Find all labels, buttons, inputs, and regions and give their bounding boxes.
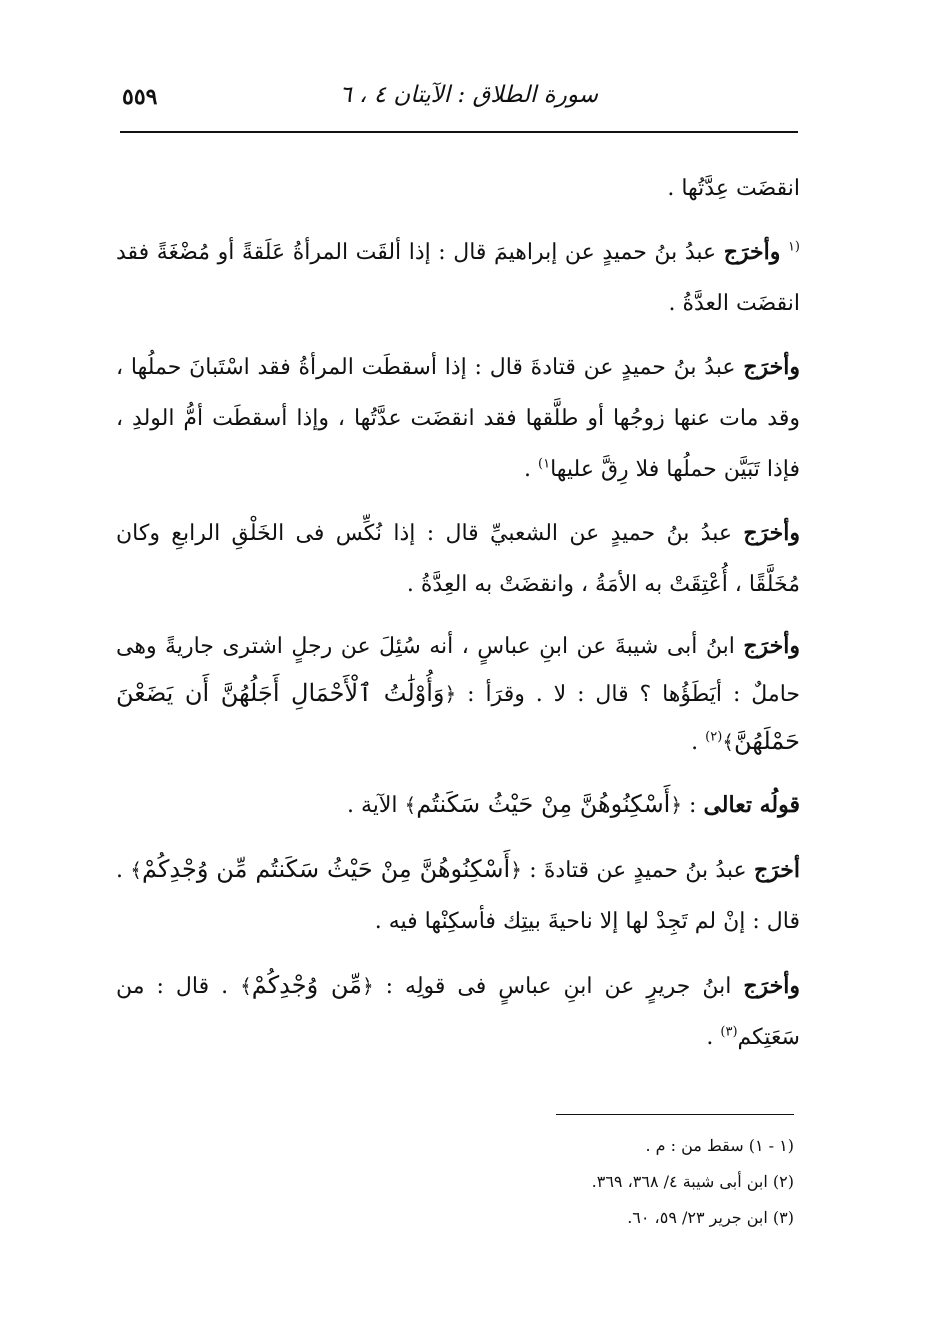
lead-word: وأخرَج [743,633,800,659]
lead-word: وأخرَج [743,520,800,546]
paragraph-2 [116,227,800,329]
footnote-marker: (٣) [720,1024,738,1040]
paragraph-end: . [691,730,706,755]
footnote-marker: (٢) [705,729,723,745]
paragraph-text: انقضَت عِدَّتُها . [667,176,800,201]
header-rule [120,131,798,133]
paragraph-end: . [524,457,539,482]
quran-verse: مِّن وُجْدِكُمْ [251,971,362,999]
lead-word: وأخرَج [723,239,781,265]
ornate-bracket-close: ﴾ [130,858,142,882]
paragraph-text: ابنُ جريرٍ عن ابنِ عباسٍ فى قولِه : [373,974,744,999]
paragraph-3 [116,342,800,495]
ornate-bracket-close: ﴾ [240,974,252,998]
paragraph-5 [116,623,800,766]
ornate-bracket-open: ﴿ [361,974,374,998]
quran-verse: أَسْكِنُوهُنَّ مِنْ حَيْثُ سَكَنتُم مِّن وُجْدِكُمْ [141,855,511,883]
lead-word: أخرَج [753,857,800,883]
paragraph-text: عبدُ بنُ حميدٍ عن الشعبيِّ قال : إذا نُكِّس فى الخَلْقِ الرابعِ وكان مُخَلَّقًا ، أُعْتِقَتْ به الأمَةُ ، وانقضَتْ به العِدَّةُ . [116,521,800,597]
footnotes [300,1128,794,1236]
paragraph-text: عبدُ بنُ حميدٍ عن قتادةَ : [521,858,754,883]
paragraph-6 [116,779,800,831]
body-text [116,163,800,1076]
lead-word: وأخرَج [743,354,800,380]
quran-verse: وَأُوْلَٰتُ ٱلْأَحْمَالِ أَجَلُهُنَّ أَن يَضَعْنَ حَمْلَهُنَّ [116,679,800,755]
paragraph-8 [116,960,800,1063]
running-title: سورة الطلاق : الآيتان ٤ ، ٦ [339,82,598,108]
lead-word: وأخرَج [743,973,800,999]
paragraph-7 [116,844,800,947]
footnote-marker: (١ [787,239,800,255]
paragraph-end: الآية . [346,793,405,818]
paragraph-text: : [682,793,704,818]
ornate-bracket-close: ﴾ [722,730,734,754]
paragraph-1 [116,163,800,214]
ornate-bracket-open: ﴿ [670,793,683,817]
footnote-rule [556,1114,794,1115]
ornate-bracket-open: ﴿ [444,682,457,706]
paragraph-text: ابنُ أبى شيبةَ عن ابنِ عباسٍ ، أنه سُئِلَ عن رجلٍ اشترى جاريةً وهى حاملٌ : أيَطَؤُها ؟ قال : لا . وقرَأ : [116,634,800,707]
paragraph-end: . [706,1025,721,1050]
ornate-bracket-close: ﴾ [404,793,417,817]
footnote-1: (١ - ١) سقط من : م . [645,1136,794,1155]
paragraph-text: عبدُ بنُ حميدٍ عن قتادةَ قال : إذا أسقطَت المرأةُ فقد اسْتَبانَ حملُها ، وقد مات عنها زوجُها أو طلَّقها فقد انقضَت عدَّتُها ، وإذا أسقطَت أمُّ الولدِ ، فإذا تَبَيَّن حملُها فلا رِقَّ عليها [116,355,800,482]
quran-verse: أَسْكِنُوهُنَّ مِنْ حَيْثُ سَكَنتُم [416,790,671,818]
footnote-2: (٢) ابن أبى شيبة ٤/ ٣٦٨، ٣٦٩. [591,1172,794,1191]
paragraph-4 [116,508,800,610]
paragraph-text: . قال : من سَعَتِكم [116,974,800,1050]
footnote-marker: ١) [538,456,551,472]
paragraph-text: عبدُ بنُ حميدٍ عن إبراهيمَ قال : إذا ألقَت المرأةُ عَلَقةً أو مُضْغَةً فقد انقضَت العدَّةُ . [116,240,800,316]
page-header [120,82,798,122]
ornate-bracket-open: ﴿ [510,858,522,882]
lead-word: قولُه تعالى [703,792,800,818]
page-number: ٥٥٩ [122,84,158,110]
footnote-3: (٣) ابن جرير ٢٣/ ٥٩، ٦٠. [627,1208,794,1227]
paragraph-end: . قال : إنْ لم تَجِدْ لها إلا ناحيةَ بيتِك فأسكِنْها فيه . [116,858,800,934]
